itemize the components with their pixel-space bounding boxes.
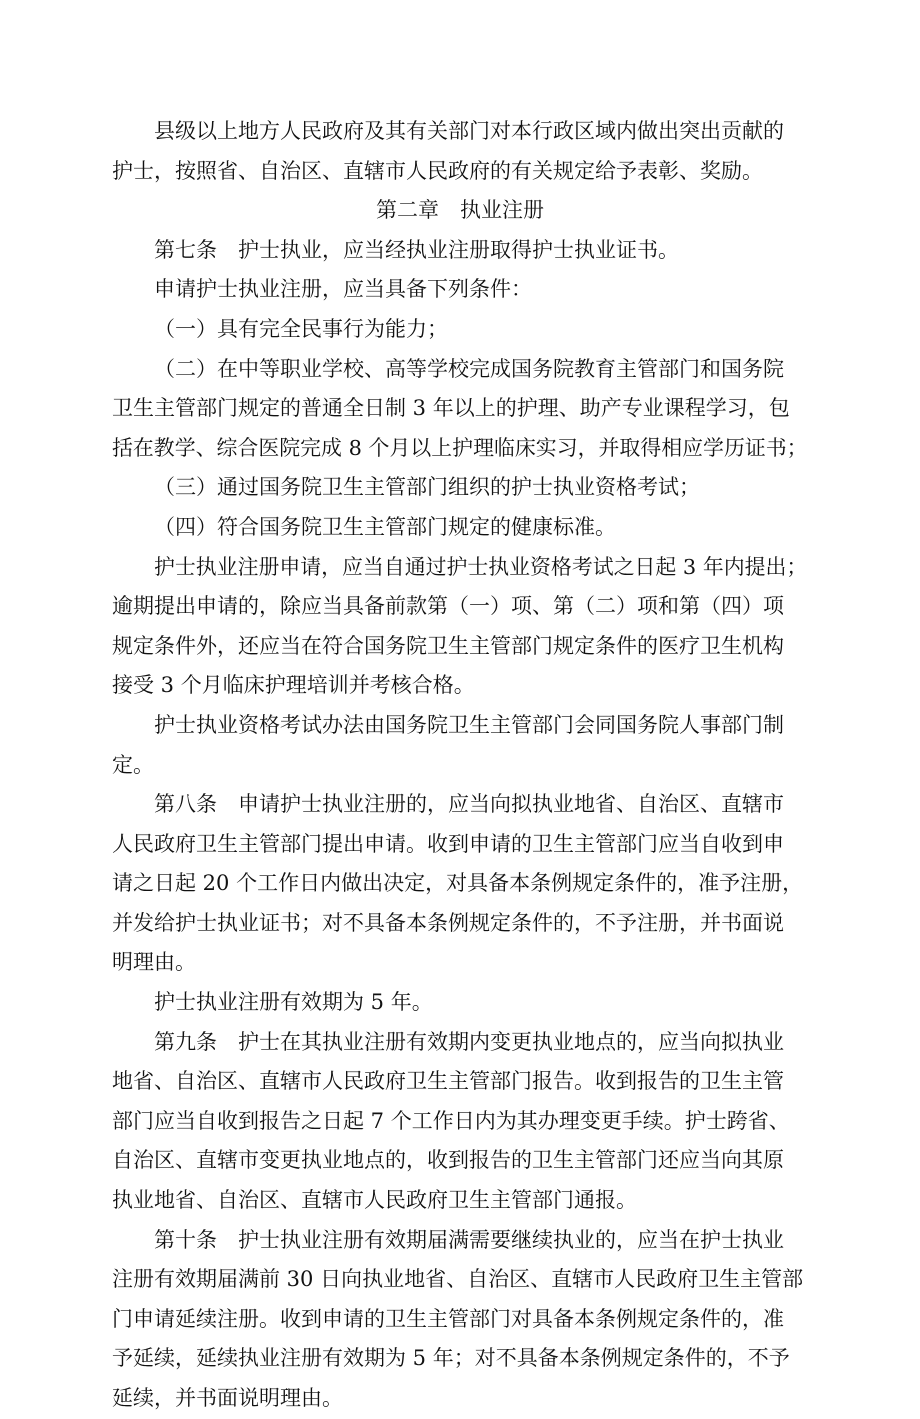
text-line: 接受 3 个月临床护理培训并考核合格。 [112,673,475,698]
text-line: 门申请延续注册。收到申请的卫生主管部门对具备本条例规定条件的，准 [112,1306,784,1331]
text-line: 自治区、直辖市变更执业地点的，收到报告的卫生主管部门还应当向其原 [112,1148,784,1173]
text-line: 明理由。 [112,950,196,975]
text-line: 护士执业注册有效期为 5 年。 [154,990,433,1015]
text-line: 逾期提出申请的，除应当具备前款第（一）项、第（二）项和第（四）项 [112,594,784,619]
text-line: 部门应当自收到报告之日起 7 个工作日内为其办理变更手续。护士跨省、 [112,1108,790,1133]
text-line: 并发给护士执业证书；对不具备本条例规定条件的，不予注册，并书面说 [112,910,784,935]
text-line: 护士执业注册申请，应当自通过护士执业资格考试之日起 3 年内提出； [154,554,808,579]
text-line: 注册有效期届满前 30 日向执业地省、自治区、直辖市人民政府卫生主管部 [112,1267,804,1292]
text-line: 第九条 护士在其执业注册有效期内变更执业地点的，应当向拟执业 [154,1029,784,1054]
chapter-heading: 第二章 执业注册 [376,198,544,223]
text-line: 第七条 护士执业，应当经执业注册取得护士执业证书。 [154,237,679,262]
text-line: 人民政府卫生主管部门提出申请。收到申请的卫生主管部门应当自收到申 [112,831,784,856]
text-line: （二）在中等职业学校、高等学校完成国务院教育主管部门和国务院 [154,356,784,381]
text-line: 请之日起 20 个工作日内做出决定，对具备本条例规定条件的，准予注册， [112,871,804,896]
text-line: 护士执业资格考试办法由国务院卫生主管部门会同国务院人事部门制 [154,712,784,737]
text-line: （一）具有完全民事行为能力； [154,316,448,341]
text-line: 予延续，延续执业注册有效期为 5 年；对不具备本条例规定条件的，不予 [112,1346,790,1371]
text-line: 延续，并书面说明理由。 [112,1386,343,1410]
text-line: 定。 [112,752,154,777]
document-page [112,112,808,1419]
text-line: 第八条 申请护士执业注册的，应当向拟执业地省、自治区、直辖市 [154,792,784,817]
text-line: 地省、自治区、直辖市人民政府卫生主管部门报告。收到报告的卫生主管 [112,1069,784,1094]
text-line: 括在教学、综合医院完成 8 个月以上护理临床实习，并取得相应学历证书； [112,435,808,460]
text-line: 第十条 护士执业注册有效期届满需要继续执业的，应当在护士执业 [154,1227,784,1252]
text-line: （四）符合国务院卫生主管部门规定的健康标准。 [154,514,616,539]
text-line: 规定条件外，还应当在符合国务院卫生主管部门规定条件的医疗卫生机构 [112,633,784,658]
text-line: 执业地省、自治区、直辖市人民政府卫生主管部门通报。 [112,1188,637,1213]
text-line: 申请护士执业注册，应当具备下列条件： [154,277,532,302]
text-line: 卫生主管部门规定的普通全日制 3 年以上的护理、助产专业课程学习，包 [112,396,790,421]
text-line: 护士，按照省、自治区、直辖市人民政府的有关规定给予表彰、奖励。 [112,158,763,183]
text-line: 县级以上地方人民政府及其有关部门对本行政区域内做出突出贡献的 [154,119,784,143]
text-line: （三）通过国务院卫生主管部门组织的护士执业资格考试； [154,475,700,500]
